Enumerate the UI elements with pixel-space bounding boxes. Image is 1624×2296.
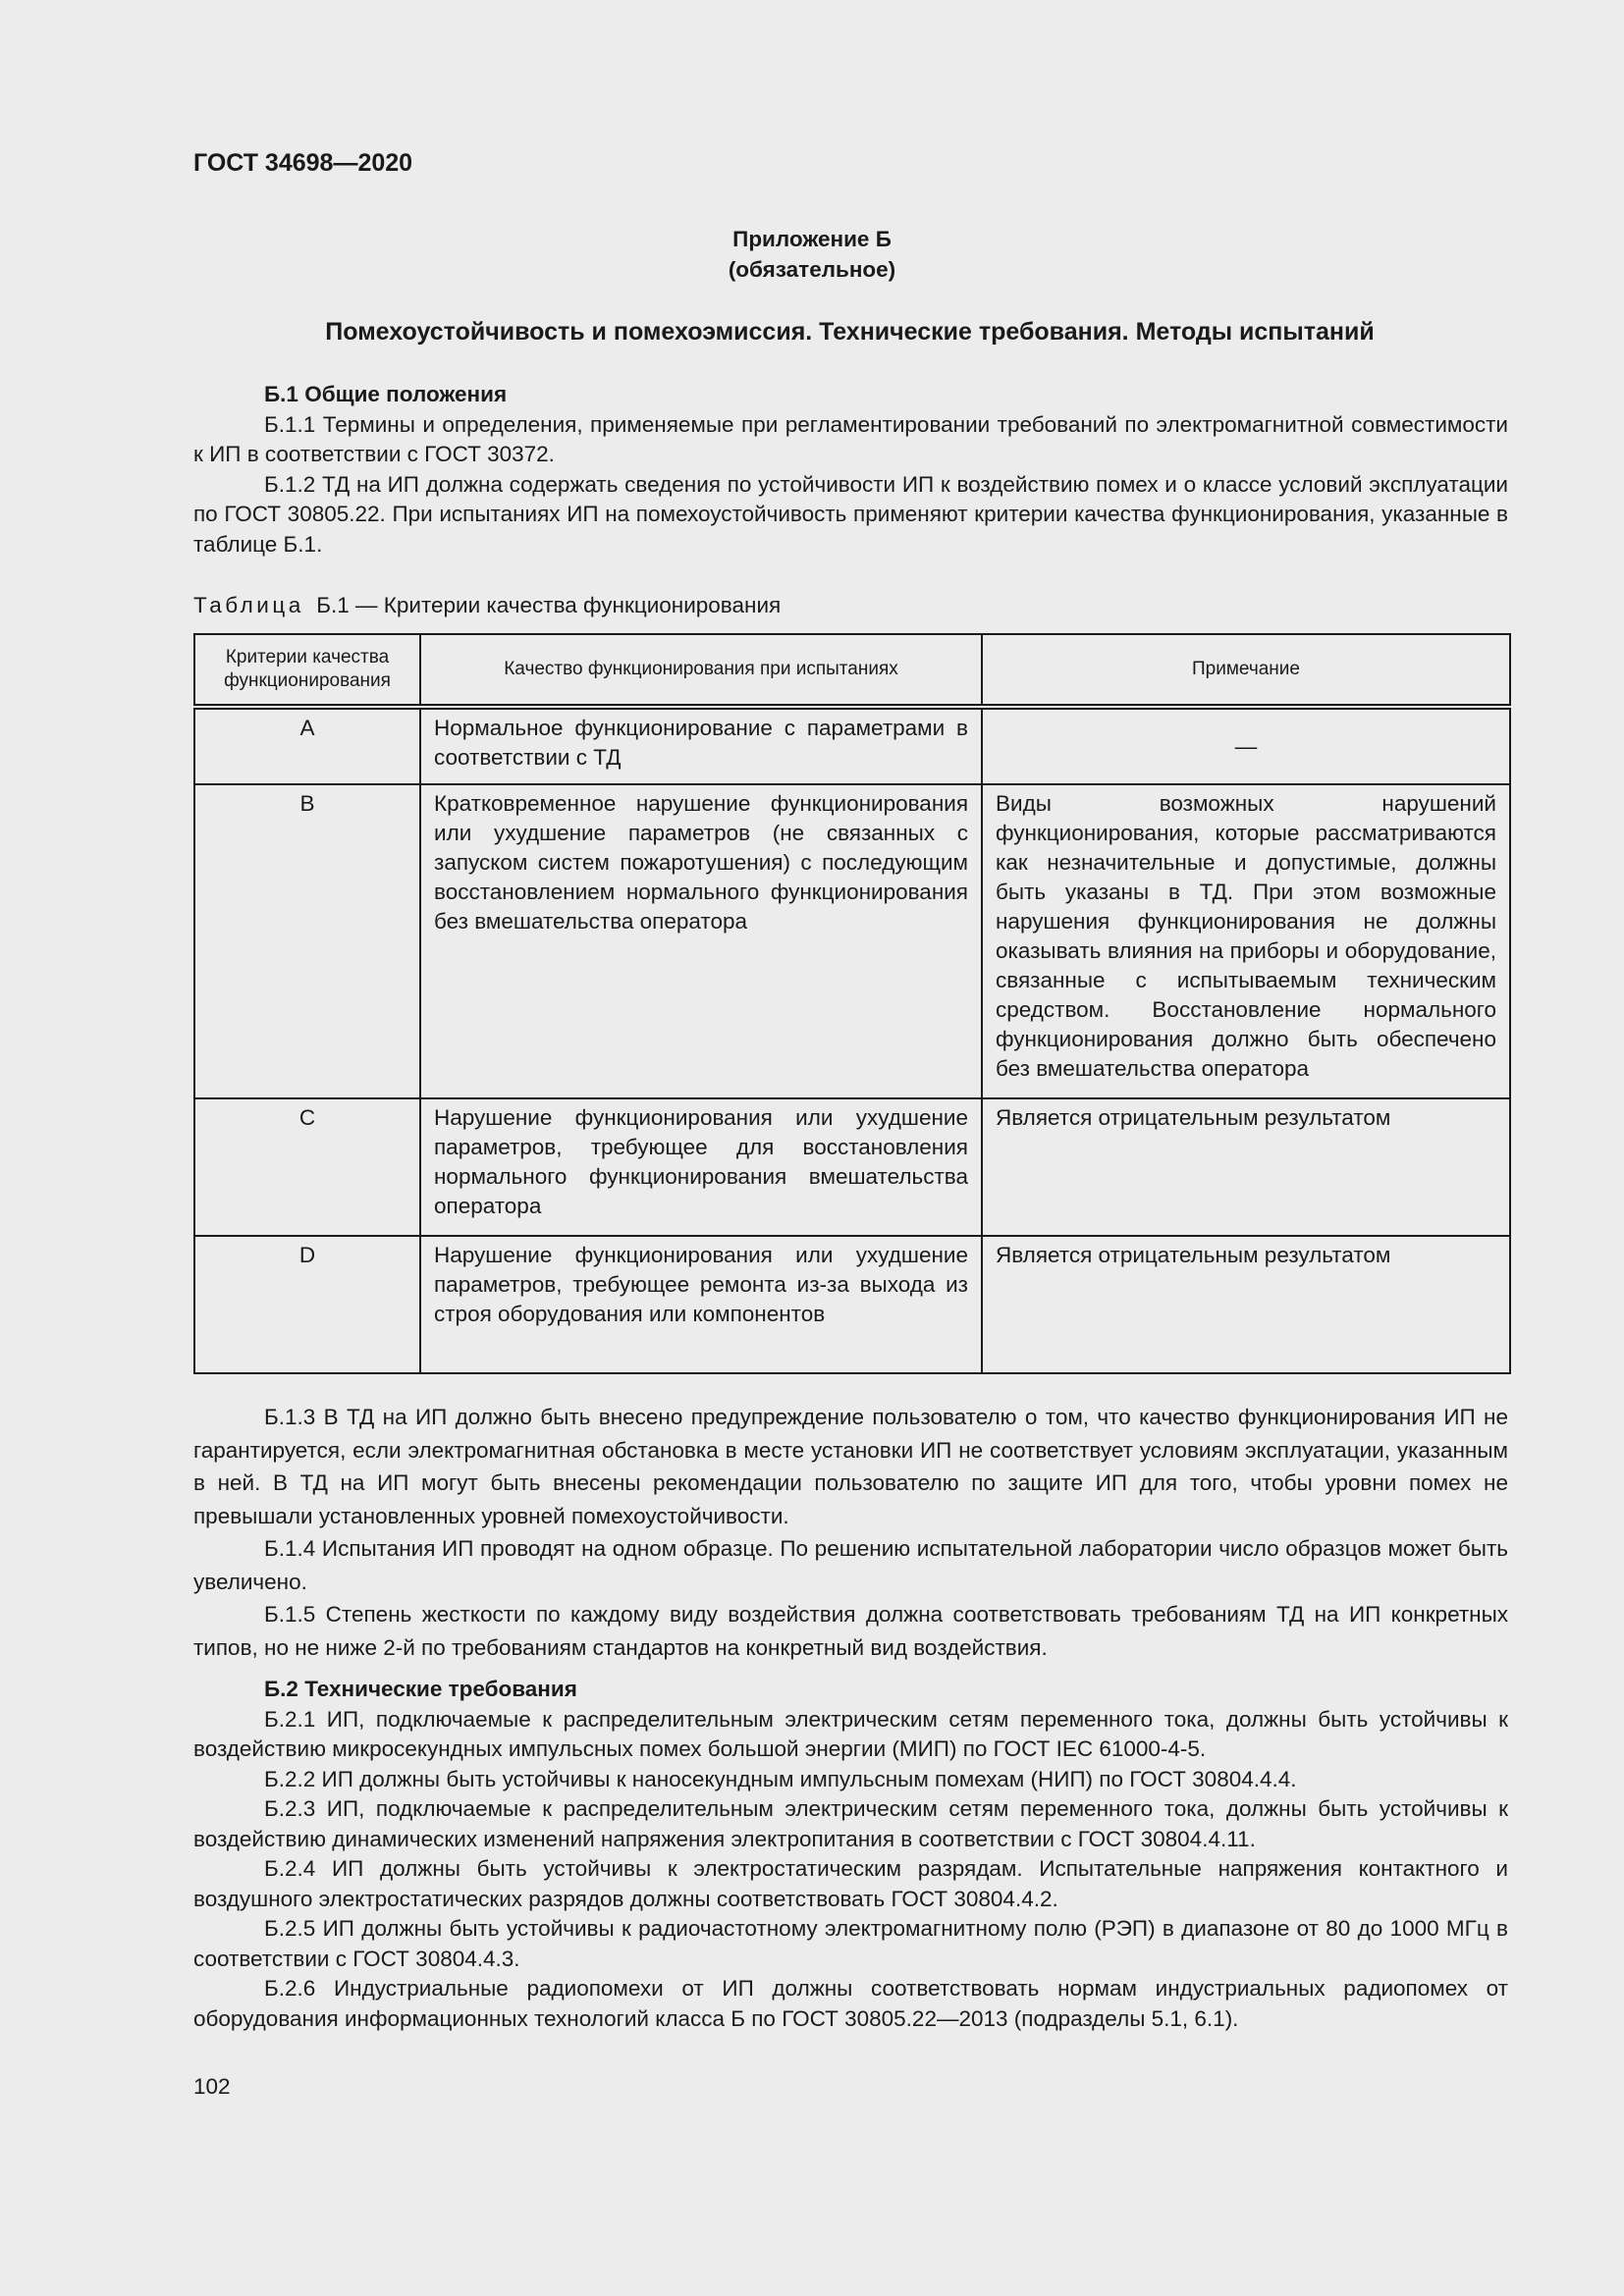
note-cell: [982, 1098, 1510, 1236]
note-text: Является отрицательным результатом: [996, 1243, 1391, 1267]
section-general-continued: [193, 1401, 1508, 1664]
appendix-title: Помехоустойчивость и помехоэмиссия. Технические требования. Методы испытаний: [325, 318, 1375, 346]
document-code: ГОСТ 34698—2020: [193, 149, 413, 177]
paragraph-b-1-1: Б.1.1 Термины и определения, применяемые при регламентировании требований по электромагнитной совместимости к ИП в соответствии с ГОСТ 30372.: [193, 411, 1508, 466]
table-row: [194, 707, 1510, 784]
appendix-label: Приложение Б: [732, 227, 892, 251]
section-heading-general: Б.1 Общие положения: [264, 382, 508, 406]
quality-text: Нормальное функционирование с параметрами в соответствии с ТД: [434, 716, 968, 770]
note-text: Является отрицательным результатом: [996, 1105, 1391, 1130]
section-technical-requirements: [193, 1675, 1508, 2034]
table-row: [194, 1236, 1510, 1373]
paragraph-b-1-3: Б.1.3 В ТД на ИП должно быть внесено предупреждение пользователю о том, что качество функционирования ИП не гарантируется, если электромагнитная обстановка в месте установки ИП не соответствует условиям эксплуатации, указанным в ней. В ТД на ИП могут быть внесены рекомендации пользователю по защите ИП для того, чтобы уровни помех не превышали установленных уровней помехоустойчивости.: [193, 1405, 1508, 1528]
paragraph-b-2-6: Б.2.6 Индустриальные радиопомехи от ИП должны соответствовать нормам индустриальных радиопомех от оборудования информационных технологий класса Б по ГОСТ 30805.22—2013 (подразделы 5.1, 6.1).: [193, 1976, 1508, 2031]
table-caption: [193, 591, 781, 621]
table-row: [194, 1098, 1510, 1236]
paragraph-b-1-4: Б.1.4 Испытания ИП проводят на одном образце. По решению испытательной лаборатории число образцов может быть увеличено.: [193, 1536, 1508, 1594]
criterion-cell: C: [194, 1098, 420, 1236]
note-cell: [982, 1236, 1510, 1373]
paragraph-b-2-5: Б.2.5 ИП должны быть устойчивы к радиочастотному электромагнитному полю (РЭП) в диапазоне от 80 до 1000 МГц в соответствии с ГОСТ 30804.4.3.: [193, 1916, 1508, 1971]
paragraph-b-1-2: Б.1.2 ТД на ИП должна содержать сведения по устойчивости ИП к воздействию помех и о классе условий эксплуатации по ГОСТ 30805.22. При испытаниях ИП на помехоустойчивость применяют критерии качества функционирования, указанные в таблице Б.1.: [193, 471, 1508, 557]
column-header-note: Примечание: [982, 634, 1510, 707]
appendix-status: (обязательное): [728, 257, 896, 282]
note-cell: [982, 784, 1510, 1098]
section-general: [193, 380, 1508, 560]
quality-cell: [420, 784, 982, 1098]
quality-cell: [420, 1098, 982, 1236]
quality-text: Нарушение функционирования или ухудшение параметров, требующее ремонта из-за выхода из строя оборудования или компонентов: [434, 1243, 968, 1326]
table-caption-word: Таблица: [193, 593, 304, 617]
note-cell: —: [982, 707, 1510, 784]
table-caption-text: Б.1 — Критерии качества функционирования: [303, 593, 782, 617]
appendix-heading: [0, 224, 1624, 285]
criterion-cell: B: [194, 784, 420, 1098]
note-text: Виды возможных нарушений функционирования, которые рассматриваются как незначительные и допустимые, должны быть указаны в ТД. При этом возможные нарушения функционирования не должны оказывать влияния на приборы и оборудование, связанные с испытываемым техническим средством. Восстановление нормального функционирования должно быть обеспечено без вмешательства оператора: [996, 791, 1496, 1081]
quality-text: Кратковременное нарушение функционирования или ухудшение параметров (не связанных с запуском систем пожаротушения) с последующим восстановлением нормального функционирования без вмешательства оператора: [434, 791, 968, 934]
criteria-table: [193, 633, 1511, 1374]
quality-cell: [420, 707, 982, 784]
quality-cell: [420, 1236, 982, 1373]
table-header-row: [194, 634, 1510, 707]
criterion-cell: D: [194, 1236, 420, 1373]
paragraph-b-2-1: Б.2.1 ИП, подключаемые к распределительным электрическим сетям переменного тока, должны быть устойчивы к воздействию микросекундных импульсных помех большой энергии (МИП) по ГОСТ IEC 61000-4-5.: [193, 1706, 1508, 1761]
column-header-quality: Качество функционирования при испытаниях: [420, 634, 982, 707]
section-heading-technical: Б.2 Технические требования: [264, 1677, 577, 1701]
paragraph-b-2-4: Б.2.4 ИП должны быть устойчивы к электростатическим разрядам. Испытательные напряжения контактного и воздушного электростатических разрядов должны соответствовать ГОСТ 30804.4.2.: [193, 1856, 1508, 1911]
quality-text: Нарушение функционирования или ухудшение параметров, требующее для восстановления нормального функционирования вмешательства оператора: [434, 1105, 968, 1218]
page-number: 102: [193, 2074, 231, 2099]
column-header-criteria: Критерии качества функционирования: [194, 634, 420, 707]
table-row: [194, 784, 1510, 1098]
criterion-cell: A: [194, 707, 420, 784]
paragraph-b-1-5: Б.1.5 Степень жесткости по каждому виду воздействия должна соответствовать требованиям ТД на ИП конкретных типов, но не ниже 2-й по требованиям стандартов на конкретный вид воздействия.: [193, 1602, 1508, 1660]
paragraph-b-2-3: Б.2.3 ИП, подключаемые к распределительным электрическим сетям переменного тока, должны быть устойчивы к воздействию динамических изменений напряжения электропитания в соответствии с ГОСТ 30804.4.11.: [193, 1796, 1508, 1851]
paragraph-b-2-2: Б.2.2 ИП должны быть устойчивы к наносекундным импульсным помехам (НИП) по ГОСТ 30804.4.4.: [264, 1766, 1297, 1791]
